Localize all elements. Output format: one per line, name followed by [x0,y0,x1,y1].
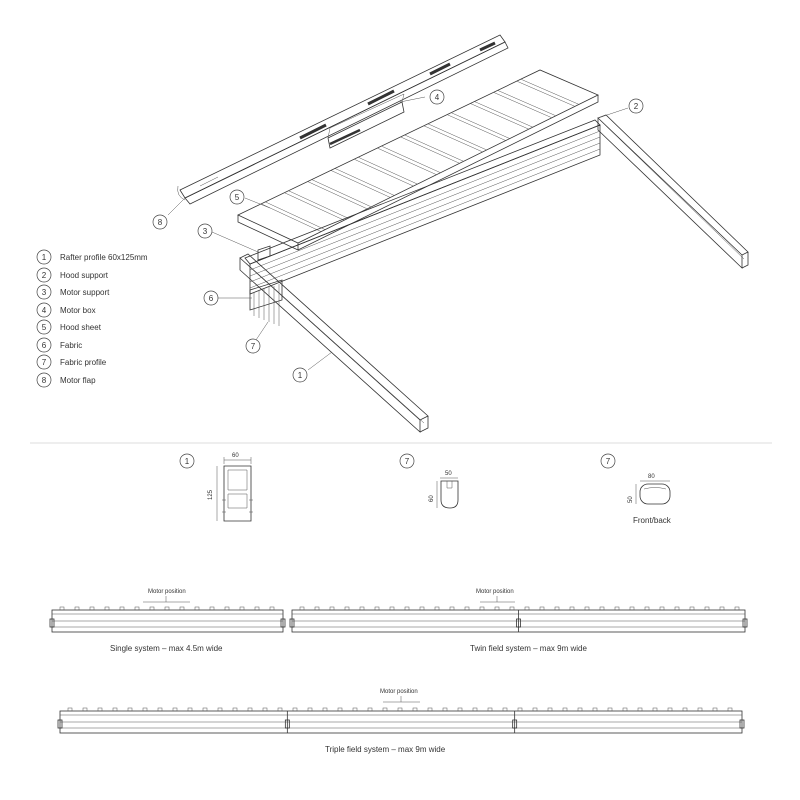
system-bar [58,708,744,733]
legend-item [37,285,110,299]
svg-text:Motor position: Motor position [148,589,186,595]
svg-text:4: 4 [41,306,47,315]
legend-item [37,303,96,317]
fabric-profile-section [400,454,458,508]
svg-text:Hood support: Hood support [60,271,109,280]
callout-8 [153,215,167,229]
svg-text:8: 8 [157,218,163,227]
svg-text:Motor position: Motor position [380,689,418,695]
svg-text:125: 125 [208,489,214,500]
callout-3 [198,224,212,238]
svg-text:80: 80 [648,474,655,480]
svg-text:4: 4 [434,93,440,102]
legend-item [37,320,102,334]
svg-text:3: 3 [41,288,47,297]
svg-text:2: 2 [633,102,639,111]
legend-item [37,268,109,282]
svg-text:2: 2 [41,271,47,280]
parts-legend [37,250,148,387]
rafter-section [180,453,253,521]
triple-system-caption: Triple field system – max 9m wide [325,745,446,754]
svg-text:7: 7 [404,457,410,466]
front-beam-part [245,120,600,294]
motor-box-part [328,94,404,148]
callout-4 [430,90,444,104]
svg-text:60: 60 [232,453,239,459]
legend-item [37,355,107,369]
svg-text:Motor support: Motor support [60,288,110,297]
svg-text:5: 5 [41,323,47,332]
svg-text:Motor position: Motor position [476,589,514,595]
svg-text:Fabric: Fabric [60,341,83,350]
triple-system [58,689,744,754]
svg-text:50: 50 [628,496,634,503]
legend-item [37,373,96,387]
svg-text:7: 7 [250,342,256,351]
svg-text:Motor flap: Motor flap [60,376,96,385]
svg-text:1: 1 [297,371,303,380]
svg-text:3: 3 [202,227,208,236]
legend-item [37,338,82,352]
front-back-section [601,454,672,525]
hood-sheet-part [238,70,598,250]
exploded-view [153,35,748,432]
callout-6 [204,291,218,305]
svg-text:7: 7 [605,457,611,466]
front-back-caption: Front/back [633,516,671,525]
system-bar [290,607,747,632]
svg-text:Hood sheet: Hood sheet [60,323,101,332]
svg-text:8: 8 [41,376,47,385]
callout-1 [293,368,307,382]
twin-system-caption: Twin field system – max 9m wide [470,644,587,653]
svg-text:5: 5 [234,193,240,202]
twin-system [290,589,747,653]
svg-text:7: 7 [41,358,47,367]
single-system [50,589,285,653]
svg-text:Rafter profile 60x125mm: Rafter profile 60x125mm [60,253,148,262]
svg-text:Fabric profile: Fabric profile [60,358,107,367]
rafter-right-part [598,115,748,268]
svg-text:6: 6 [41,341,47,350]
svg-text:Motor box: Motor box [60,306,96,315]
system-bar [50,607,285,632]
svg-text:60: 60 [429,495,435,502]
legend-item [37,250,148,264]
svg-text:1: 1 [184,457,190,466]
svg-text:50: 50 [445,471,452,477]
callout-2 [629,99,643,113]
callout-7 [246,339,260,353]
svg-text:1: 1 [41,253,47,262]
callout-5 [230,190,244,204]
svg-text:6: 6 [208,294,214,303]
single-system-caption: Single system – max 4.5m wide [110,644,223,653]
